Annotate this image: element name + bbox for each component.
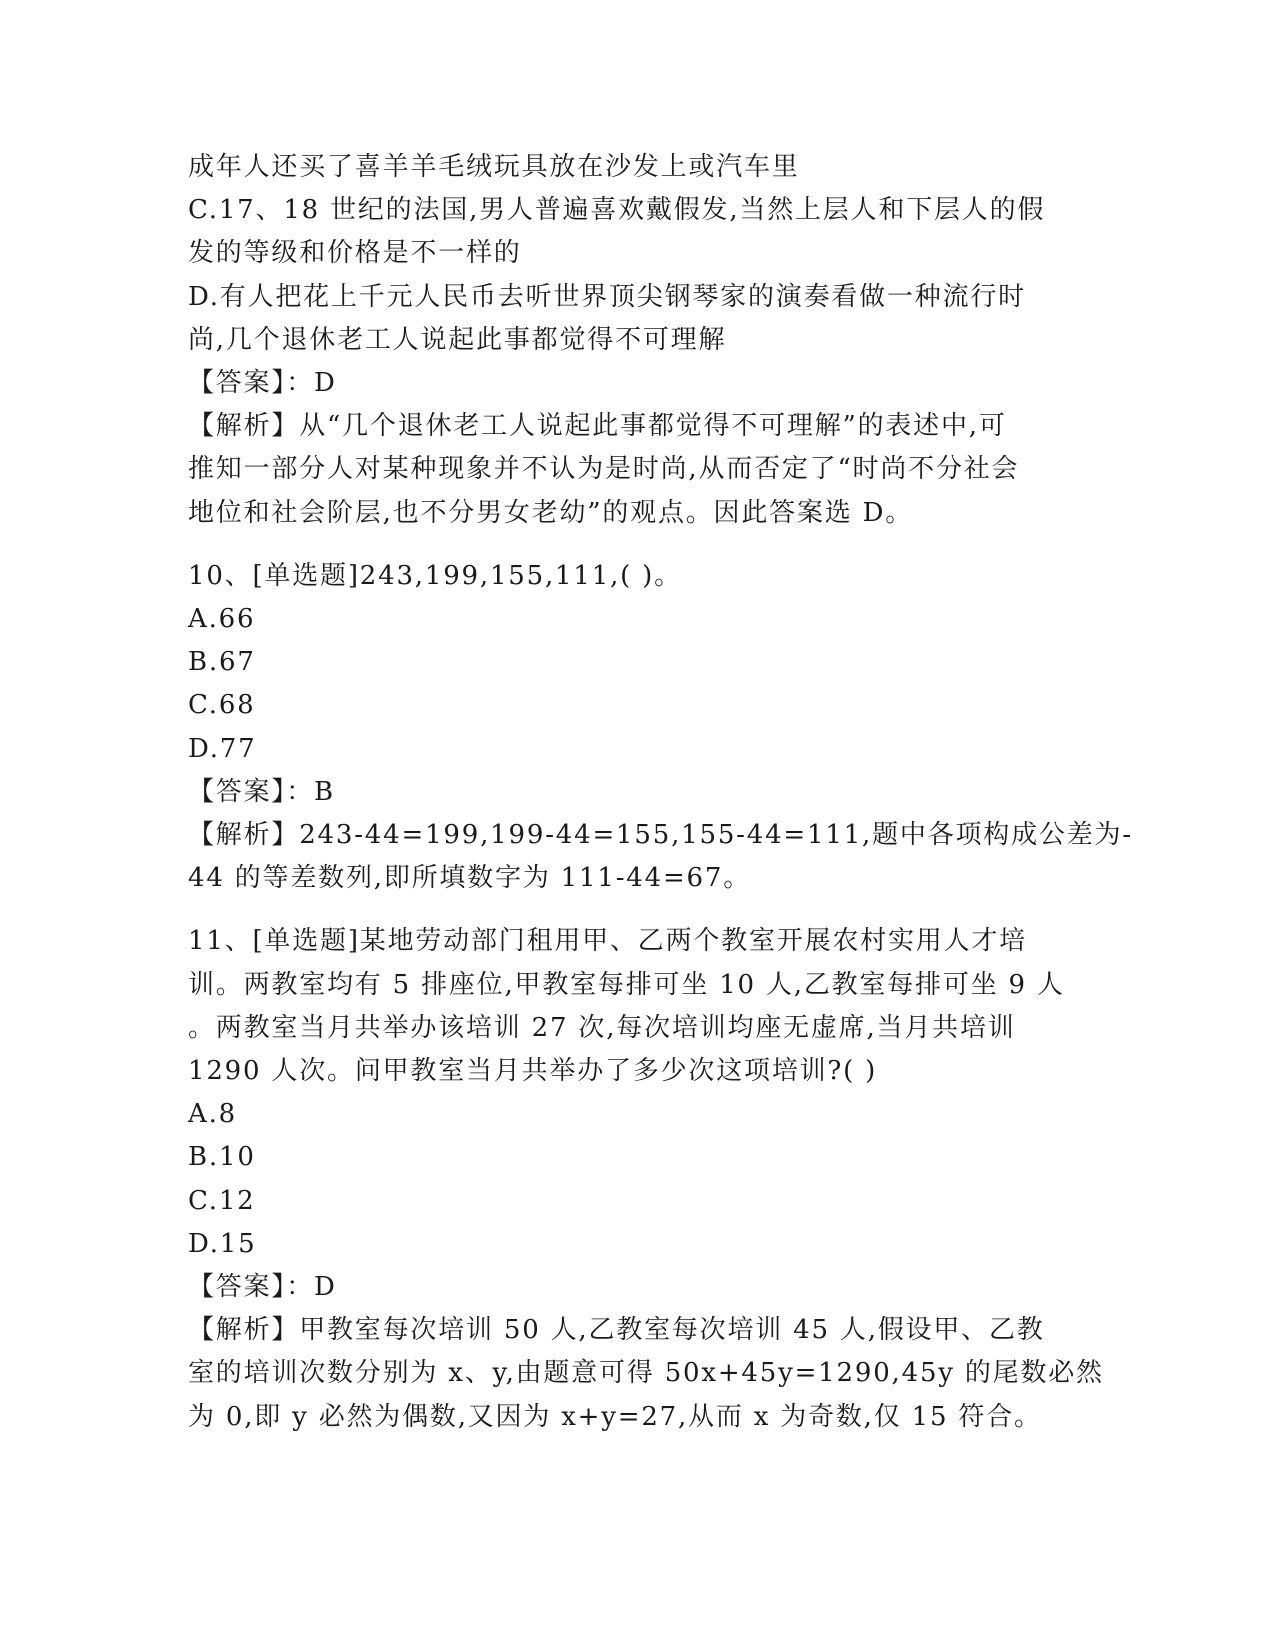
question-stem: 训。两教室均有 5 排座位,甲教室每排可坐 10 人,乙教室每排可坐 9 人 [188,969,1065,1000]
option-a: A.8 [188,1099,237,1130]
document-body [188,146,1133,1439]
analysis-line: 为 0,即 y 必然为偶数,又因为 x+y=27,从而 x 为奇数,仅 15 符合。 [188,1401,1042,1432]
question-10 [188,555,1133,901]
question-11 [188,920,1104,1438]
answer-line: 【答案】：D [188,1272,337,1303]
question-stem: 1290 人次。问甲教室当月共举办了多少次这项培训?( ) [188,1056,878,1087]
analysis-line: 【解析】从“几个退休老工人说起此事都觉得不可理解”的表述中,可 [188,411,1007,442]
option-c: C.68 [188,690,256,721]
option-text-line: 发的等级和价格是不一样的 [188,238,522,269]
option-b: B.67 [188,647,256,678]
option-a: A.66 [188,604,256,635]
option-d: D.77 [188,733,257,764]
answer-line: 【答案】：B [188,776,335,807]
option-d: D.有人把花上千元人民币去听世界顶尖钢琴家的演奏看做一种流行时 [188,281,1026,312]
analysis-line: 地位和社会阶层,也不分男女老幼”的观点。因此答案选 D。 [188,497,914,528]
question-stem: 10、[单选题]243,199,155,111,( )。 [188,560,682,591]
analysis-line: 【解析】243-44=199,199-44=155,155-44=111,题中各项构成公差为- [188,820,1133,851]
analysis-line: 【解析】甲教室每次培训 50 人,乙教室每次培训 45 人,假设甲、乙教 [188,1315,1045,1346]
question-stem: 。两教室当月共举办该培训 27 次,每次培训均座无虚席,当月共培训 [188,1012,1016,1043]
option-c: C.17、18 世纪的法国,男人普遍喜欢戴假发,当然上层人和下层人的假 [188,195,1046,226]
analysis-line: 室的培训次数分别为 x、y,由题意可得 50x+45y=1290,45y 的尾数必然 [188,1358,1104,1389]
option-b: B.10 [188,1142,256,1173]
option-d: D.15 [188,1228,257,1259]
option-text-line: 尚,几个退休老工人说起此事都觉得不可理解 [188,324,727,355]
analysis-line: 44 的等差数列,即所填数字为 111-44=67。 [188,863,752,894]
question-stem: 11、[单选题]某地劳动部门租用甲、乙两个教室开展农村实用人才培 [188,926,1027,957]
option-text-line: 成年人还买了喜羊羊毛绒玩具放在沙发上或汽车里 [188,152,800,182]
question-9-tail [188,146,1088,535]
answer-line: 【答案】：D [188,368,337,399]
option-c: C.12 [188,1185,256,1216]
analysis-line: 推知一部分人对某种现象并不认为是时尚,从而否定了“时尚不分社会 [188,454,1020,485]
